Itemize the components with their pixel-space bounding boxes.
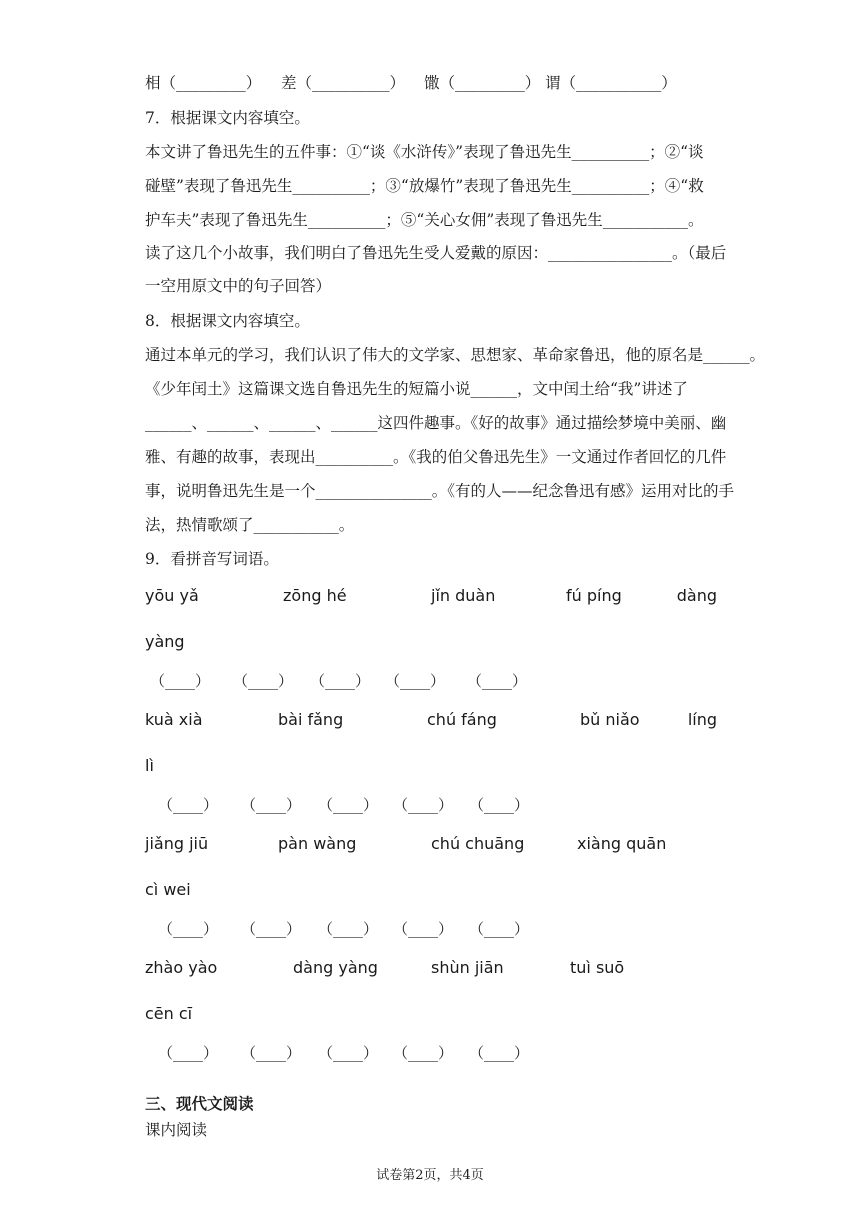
pinyin-word: xiàng quān [577,834,667,853]
pinyin-wrap: yàng [145,632,185,651]
answer-blank[interactable]: （____） [393,796,454,814]
answer-blank[interactable]: （____） [158,920,219,938]
pinyin-word: tuì suō [570,958,625,977]
pinyin-word: kuà xià [145,710,203,729]
answer-blank[interactable]: （____） [385,672,446,690]
q8-line: 法，热情歌颂了___________。 [145,516,355,534]
pinyin-word: zhào yào [145,958,218,977]
pinyin-word: zōng hé [283,586,347,605]
pinyin-word: chú fáng [427,710,497,729]
q9-title: 9．看拼音写词语。 [145,550,279,568]
page-footer: 试卷第2页，共4页 [376,1168,484,1183]
answer-blank[interactable]: （____） [393,1044,454,1062]
pinyin-wrap: cì wei [145,880,191,899]
pinyin-word: jǐn duàn [431,586,496,605]
pinyin-row [145,834,717,856]
top-row-item: 相（_________） [145,74,262,92]
section-subtitle: 课内阅读 [145,1121,208,1139]
answer-blank[interactable]: （____） [241,1044,302,1062]
top-row-item: 差（__________） [281,74,406,92]
answer-blank[interactable]: （____） [467,672,528,690]
answer-blank[interactable]: （____） [469,920,530,938]
pinyin-word: bài fǎng [278,710,344,729]
answer-blank[interactable]: （____） [318,796,379,814]
section-title: 三、现代文阅读 [145,1094,254,1113]
pinyin-word: pàn wàng [278,834,357,853]
q7-line: 读了这几个小故事，我们明白了鲁迅先生受人爱戴的原因：________________。（最后 [145,244,727,262]
q8-line: 通过本单元的学习，我们认识了伟大的文学家、思想家、革命家鲁迅，他的原名是______。 [145,346,766,364]
q7-line: 本文讲了鲁迅先生的五件事：①“谈《水浒传》”表现了鲁迅先生__________；②“谈 [145,143,704,161]
answer-blank[interactable]: （____） [310,672,371,690]
pinyin-word: bǔ niǎo [580,710,640,729]
answer-blank[interactable]: （____） [469,1044,530,1062]
pinyin-word: shùn jiān [431,958,504,977]
answer-blank[interactable]: （____） [233,672,294,690]
pinyin-row [145,958,717,980]
q8-title: 8．根据课文内容填空。 [145,312,310,330]
q8-line: ______、______、______、______这四件趣事。《好的故事》通过描绘梦境中美丽、幽 [145,414,727,432]
q8-line: 事，说明鲁迅先生是一个_______________。《有的人——纪念鲁迅有感》运用对比的手 [145,482,735,500]
pinyin-row [145,710,717,732]
q8-line: 雅、有趣的故事，表现出__________。《我的伯父鲁迅先生》一文通过作者回忆的几件 [145,448,727,466]
q7-title: 7．根据课文内容填空。 [145,109,310,127]
pinyin-wrap: lì [145,756,154,775]
pinyin-wrap: cēn cī [145,1004,193,1023]
pinyin-word: fú píng [566,586,622,605]
answer-blank[interactable]: （____） [158,796,219,814]
q8-line: 《少年闰土》这篇课文选自鲁迅先生的短篇小说______，文中闰土给“我”讲述了 [145,380,688,398]
pinyin-word: líng [687,710,717,729]
pinyin-word: dàng [676,586,717,605]
pinyin-word: yōu yǎ [145,586,199,605]
answer-blank[interactable]: （____） [158,1044,219,1062]
q7-line: 护车夫”表现了鲁迅先生__________；⑤“关心女佣”表现了鲁迅先生___________。 [145,211,704,229]
q7-line: 一空用原文中的句子回答） [145,277,332,295]
answer-blank[interactable]: （____） [469,796,530,814]
answer-blank[interactable]: （____） [150,672,211,690]
pinyin-row [145,586,717,608]
top-row-item: 馓（_________） [424,74,541,92]
answer-blank[interactable]: （____） [318,920,379,938]
q7-line: 碰壁”表现了鲁迅先生__________；③“放爆竹”表现了鲁迅先生__________；④“救 [145,177,704,195]
answer-blank[interactable]: （____） [393,920,454,938]
pinyin-word: jiǎng jiū [145,834,209,853]
answer-blank[interactable]: （____） [241,796,302,814]
top-row-item: 谓（___________） [545,74,677,92]
answer-blank[interactable]: （____） [318,1044,379,1062]
answer-blank[interactable]: （____） [241,920,302,938]
pinyin-word: chú chuāng [431,834,525,853]
pinyin-word: dàng yàng [293,958,378,977]
